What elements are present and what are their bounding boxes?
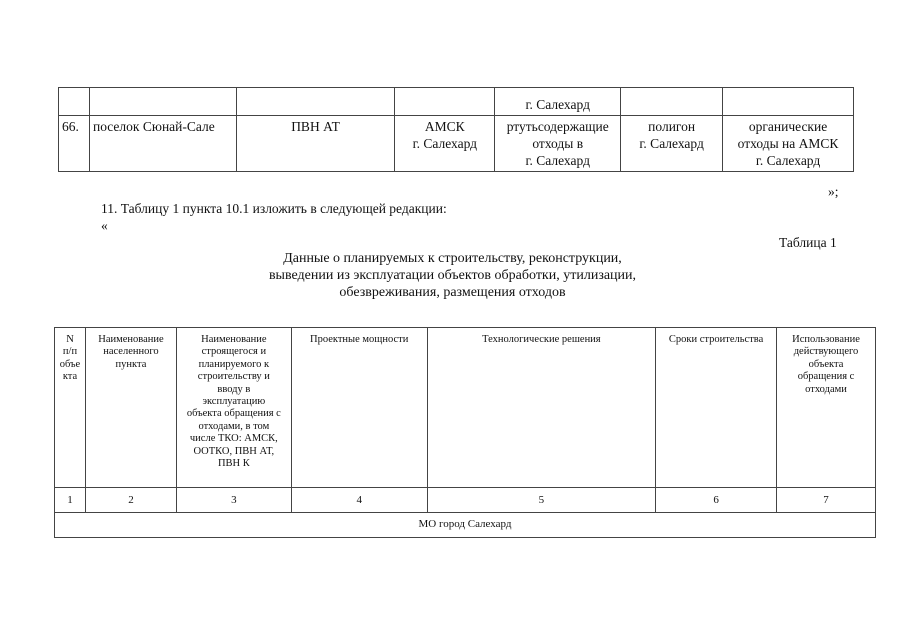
cell-line: объекта обращения с — [186, 408, 281, 420]
cell-line: эксплуатацию — [202, 396, 266, 408]
previous-table-fragment — [58, 87, 854, 172]
table-1 — [54, 327, 876, 538]
column-index: 4 — [291, 488, 427, 513]
column-index: 3 — [176, 488, 291, 513]
cell-line: отходы в — [532, 136, 584, 151]
column-index: 1 — [55, 488, 86, 513]
table-cell — [495, 116, 621, 172]
header-row — [55, 328, 876, 488]
cell-line: Технологические решения — [482, 334, 601, 345]
index-row — [55, 488, 876, 513]
cell-line: отходами — [805, 383, 847, 395]
title-line: Данные о планируемых к строительству, реконструкции, — [283, 251, 622, 266]
table-cell — [621, 88, 723, 116]
cell-line: Наименование — [201, 334, 267, 345]
cell-line: объекта — [808, 358, 844, 370]
cell-line: отходами, в том — [198, 420, 270, 432]
cell-line: ПВН К — [217, 458, 250, 470]
table-cell — [723, 116, 854, 172]
table-cell — [621, 116, 723, 172]
cell-line: Сроки строительства — [668, 334, 764, 345]
row-number: 66. — [59, 116, 90, 172]
title-line: обезвреживания, размещения отходов — [339, 285, 566, 300]
table-row — [59, 88, 854, 116]
table-cell — [59, 88, 90, 116]
cell-line: кта — [62, 371, 78, 383]
column-header — [291, 328, 427, 488]
cell-line: Наименование — [98, 334, 164, 345]
cell-line: ООТКО, ПВН АТ, — [193, 445, 275, 457]
cell-line: п/п — [62, 346, 78, 358]
column-header — [55, 328, 86, 488]
cell-line: N — [66, 334, 74, 345]
instruction-text: 11. Таблицу 1 пункта 10.1 изложить в следующей редакции: — [101, 201, 447, 216]
column-header — [656, 328, 777, 488]
cell-line: населенного — [103, 346, 159, 358]
cell-line: г. Салехард — [639, 136, 704, 151]
column-index: 5 — [427, 488, 656, 513]
table-label: Таблица 1 — [779, 235, 837, 250]
cell-line: строящегося и — [201, 346, 267, 358]
cell-line: обращения с — [797, 371, 855, 383]
table-cell — [395, 116, 495, 172]
cell-line: пункта — [115, 358, 147, 370]
cell-line: г. Салехард — [755, 153, 821, 168]
cell-line: ртутьсодержащие — [506, 119, 609, 134]
table-cell: г. Салехард — [495, 88, 621, 116]
cell-line: г. Салехард — [412, 136, 478, 151]
title-line: выведении из эксплуатации объектов обработки, утилизации, — [268, 268, 637, 283]
object-cell: ПВН АТ — [236, 116, 395, 172]
column-index: 2 — [85, 488, 176, 513]
cell-line: отходы на АМСК — [737, 136, 839, 151]
cell-line: планируемого к — [198, 358, 270, 370]
cell-line: действующего — [793, 346, 859, 358]
section-heading: МО город Салехард — [55, 513, 876, 538]
column-header — [777, 328, 876, 488]
table-cell — [236, 88, 395, 116]
section-row — [55, 513, 876, 538]
quote-start: « — [101, 218, 108, 233]
column-header — [176, 328, 291, 488]
table-cell — [723, 88, 854, 116]
cell-line: объе — [59, 358, 81, 370]
cell-line: Использование — [792, 334, 860, 345]
cell-line: г. Салехард — [525, 153, 590, 168]
table-title — [0, 250, 905, 301]
cell-line: вводу в — [217, 383, 251, 395]
quote-end: »; — [828, 184, 839, 199]
table-cell — [89, 88, 236, 116]
settlement-cell: поселок Сюнай-Сале — [89, 116, 236, 172]
column-header — [427, 328, 656, 488]
column-index: 6 — [656, 488, 777, 513]
cell-line: АМСК — [424, 119, 465, 134]
cell-line: органические — [748, 119, 828, 134]
table-cell — [395, 88, 495, 116]
column-header — [85, 328, 176, 488]
table-row — [59, 116, 854, 172]
cell-line: числе ТКО: АМСК, — [189, 433, 278, 445]
cell-line: полигон — [648, 119, 696, 134]
cell-line: Проектные мощности — [310, 334, 409, 345]
cell-line: строительству и — [197, 371, 270, 383]
column-index: 7 — [777, 488, 876, 513]
